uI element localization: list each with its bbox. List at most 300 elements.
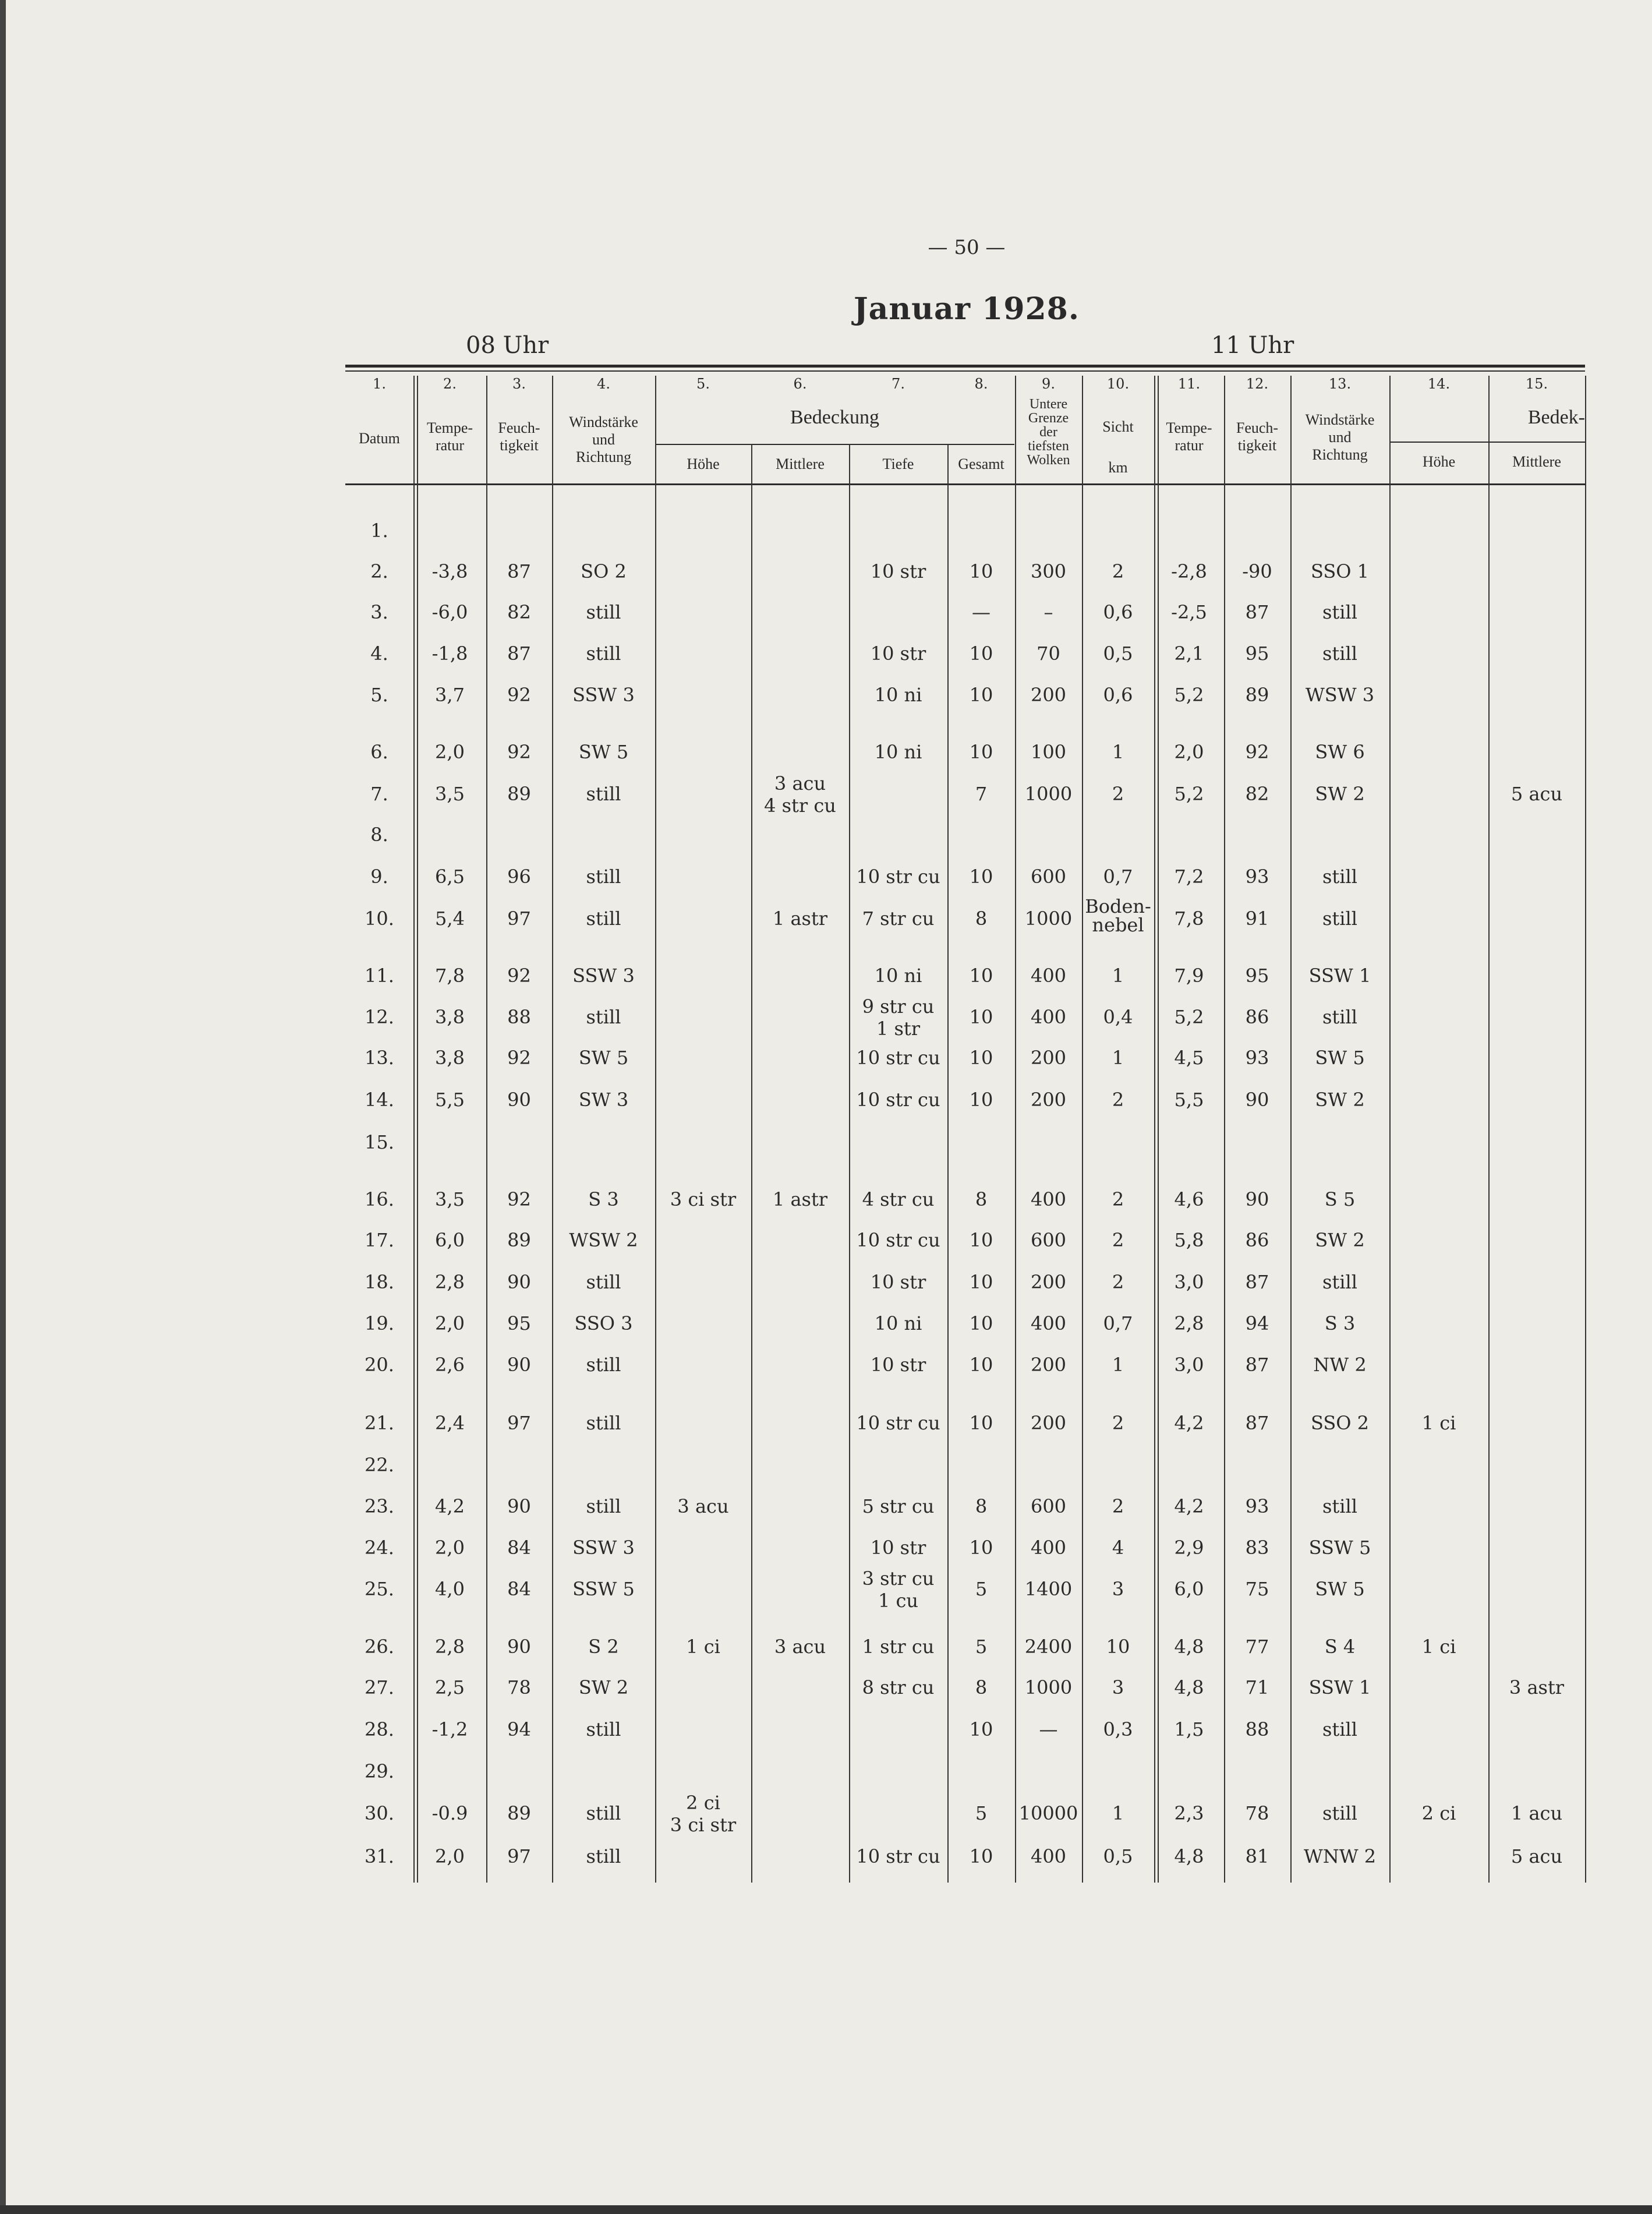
page-number: — 50 —	[928, 236, 1006, 259]
bedeckung-subrule	[655, 444, 1014, 445]
table-cell-ti-line: 1 cu	[878, 1590, 919, 1612]
table-cell-t-line: 3,7	[435, 684, 465, 706]
table-cell-w2-line: SSO 2	[1310, 1412, 1370, 1434]
table-cell-t-line: 2,0	[435, 1312, 465, 1334]
table-cell-u-line: 600	[1030, 866, 1067, 888]
column-number: 12.	[1246, 376, 1269, 392]
table-cell-w2-line: still	[1322, 908, 1357, 930]
column-number: 9.	[1042, 376, 1055, 392]
table-cell-u-line: 200	[1030, 1089, 1067, 1111]
table-cell-f	[486, 1006, 552, 1028]
table-cell-u	[1015, 1636, 1082, 1658]
table-cell-f2	[1224, 1495, 1290, 1517]
table-cell-w2	[1290, 866, 1389, 888]
table-cell-d-line: 26.	[365, 1636, 394, 1658]
table-cell-u-line: 70	[1037, 642, 1060, 665]
table-cell-t-line: 3,8	[435, 1006, 465, 1028]
table-cell-m-line: 1 astr	[772, 908, 828, 930]
table-cell-u	[1015, 642, 1082, 665]
table-cell-w	[552, 1312, 655, 1334]
table-cell-ti	[849, 965, 947, 987]
table-cell-w	[552, 866, 655, 888]
table-cell-d	[345, 1089, 413, 1111]
table-cell-w	[552, 1578, 655, 1600]
table-cell-u	[1015, 1047, 1082, 1069]
table-cell-f-line: 89	[507, 1802, 531, 1824]
header-hoehe-11	[1389, 453, 1488, 471]
table-cell-d	[345, 1802, 413, 1824]
table-cell-s	[1082, 642, 1154, 665]
table-cell-f2-line: 90	[1245, 1188, 1269, 1210]
table-cell-f2	[1224, 1802, 1290, 1824]
table-cell-t-line: 2,6	[435, 1354, 465, 1376]
table-cell-d	[345, 741, 413, 763]
table-cell-w2	[1290, 1188, 1389, 1210]
table-cell-ti	[849, 1047, 947, 1069]
table-cell-g-line: 10	[969, 560, 993, 582]
table-cell-f2	[1224, 1412, 1290, 1434]
table-cell-ti	[849, 1089, 947, 1111]
table-cell-f2-line: 75	[1245, 1578, 1269, 1600]
table-cell-d-line: 12.	[365, 1006, 394, 1028]
table-cell-u	[1015, 1354, 1082, 1376]
table-cell-s-line: 0,3	[1103, 1718, 1133, 1740]
table-cell-t	[413, 965, 486, 987]
header-temperatur-line: ratur	[435, 436, 465, 454]
table-cell-w	[552, 1047, 655, 1069]
table-cell-ti-line: 10 str	[870, 1354, 926, 1376]
table-cell-d-line: 24.	[365, 1537, 394, 1559]
table-cell-h-line: 3 ci str	[670, 1188, 737, 1210]
table-cell-m	[751, 908, 849, 930]
table-cell-u	[1015, 908, 1082, 930]
table-cell-h	[655, 1188, 751, 1210]
table-cell-u	[1015, 965, 1082, 987]
table-cell-ti	[849, 1636, 947, 1658]
table-cell-w	[552, 1537, 655, 1559]
table-cell-ti	[849, 1312, 947, 1334]
table-cell-s	[1082, 1412, 1154, 1434]
table-cell-w-line: SW 5	[578, 741, 629, 763]
table-cell-g-line: 10	[969, 1047, 993, 1069]
table-cell-w-line: SO 2	[581, 560, 627, 582]
table-cell-t2-line: 7,2	[1174, 866, 1204, 888]
table-cell-w	[552, 1354, 655, 1376]
table-cell-f2-line: 90	[1245, 1089, 1269, 1111]
table-cell-ti-line: 7 str cu	[862, 908, 935, 930]
table-cell-s-line: 0,5	[1103, 642, 1133, 665]
table-cell-g	[947, 1495, 1015, 1517]
header-gesamt	[947, 455, 1015, 473]
table-cell-ti-line: 10 str cu	[856, 1229, 940, 1251]
table-cell-t-line: 3,5	[435, 1188, 465, 1210]
table-cell-w2	[1290, 1089, 1389, 1111]
table-cell-g-line: 7	[975, 783, 988, 805]
table-cell-f	[486, 1312, 552, 1334]
header-wind-11-line: und	[1328, 428, 1352, 446]
header-mittlere	[751, 455, 849, 473]
table-cell-f2-line: 86	[1245, 1229, 1269, 1251]
table-cell-f2	[1224, 1718, 1290, 1740]
table-cell-g-line: 10	[969, 1537, 993, 1559]
column-divider	[1585, 376, 1586, 1883]
table-cell-f	[486, 908, 552, 930]
table-cell-d	[345, 1312, 413, 1334]
table-cell-u-line: –	[1043, 601, 1053, 623]
table-cell-d	[345, 866, 413, 888]
table-cell-ti	[849, 908, 947, 930]
table-cell-h2	[1389, 1412, 1488, 1434]
table-cell-s	[1082, 1188, 1154, 1210]
table-cell-d-line: 16.	[365, 1188, 394, 1210]
table-cell-d-line: 21.	[365, 1412, 394, 1434]
table-cell-f	[486, 783, 552, 805]
table-cell-s	[1082, 783, 1154, 805]
table-cell-g-line: 8	[975, 908, 988, 930]
table-cell-u	[1015, 1495, 1082, 1517]
table-cell-g-line: 10	[969, 1006, 993, 1028]
table-cell-m-line: 3 acu	[774, 1636, 826, 1658]
table-cell-u	[1015, 741, 1082, 763]
header-wind-11-line: Richtung	[1312, 446, 1368, 463]
table-cell-f2	[1224, 1676, 1290, 1699]
table-cell-d-line: 31.	[365, 1845, 394, 1867]
table-cell-w-line: S 2	[588, 1636, 619, 1658]
table-cell-f2	[1224, 1578, 1290, 1600]
table-cell-w	[552, 1229, 655, 1251]
table-cell-s	[1082, 1271, 1154, 1293]
table-cell-w2	[1290, 1578, 1389, 1600]
table-cell-s-line: 10	[1106, 1636, 1130, 1658]
table-cell-s-line: nebel	[1092, 914, 1144, 936]
table-cell-t2-line: 4,8	[1174, 1636, 1204, 1658]
table-cell-m-line: 1 astr	[772, 1188, 828, 1210]
table-cell-f	[486, 1636, 552, 1658]
header-hoehe-11-line: Höhe	[1422, 453, 1456, 470]
table-cell-w	[552, 1718, 655, 1740]
table-cell-ti-line: 1 str	[876, 1018, 921, 1040]
table-cell-t2	[1154, 1802, 1224, 1824]
table-cell-t2-line: 4,2	[1174, 1412, 1204, 1434]
table-cell-t	[413, 1495, 486, 1517]
table-cell-d-line: 13.	[365, 1047, 394, 1069]
table-cell-t-line: -1,2	[431, 1718, 468, 1740]
table-cell-f	[486, 1802, 552, 1824]
header-temperatur-11	[1154, 419, 1224, 454]
table-cell-s	[1082, 1089, 1154, 1111]
table-cell-w	[552, 1495, 655, 1517]
table-cell-w2	[1290, 1271, 1389, 1293]
table-cell-d-line: 20.	[365, 1354, 394, 1376]
table-cell-d-line: 3.	[370, 601, 388, 623]
table-cell-d	[345, 684, 413, 706]
table-cell-w2-line: S 4	[1324, 1636, 1356, 1658]
table-cell-ti	[849, 1271, 947, 1293]
table-cell-f	[486, 601, 552, 623]
table-cell-d	[345, 1412, 413, 1434]
table-cell-f-line: 89	[507, 783, 531, 805]
table-cell-m2-line: 5 acu	[1510, 1845, 1563, 1867]
column-number: 1.	[373, 376, 386, 392]
table-cell-f-line: 92	[507, 1047, 531, 1069]
table-cell-g	[947, 1089, 1015, 1111]
table-cell-w2-line: WNW 2	[1303, 1845, 1377, 1867]
table-cell-w	[552, 1271, 655, 1293]
table-cell-w2-line: SW 2	[1315, 1089, 1365, 1111]
header-wind	[552, 414, 655, 466]
table-cell-t	[413, 684, 486, 706]
header-feuchtigkeit-line: tigkeit	[500, 436, 539, 454]
table-cell-t-line: 5,4	[435, 908, 465, 930]
table-cell-ti-line: 10 str	[870, 1271, 926, 1293]
table-cell-u	[1015, 1006, 1082, 1028]
table-cell-m2-line: 3 astr	[1509, 1676, 1565, 1699]
table-cell-f2-line: 81	[1245, 1845, 1269, 1867]
table-cell-t2	[1154, 1537, 1224, 1559]
table-cell-w	[552, 1636, 655, 1658]
table-cell-f-line: 87	[507, 560, 531, 582]
table-cell-f2-line: 93	[1245, 1495, 1269, 1517]
table-cell-f2-line: 92	[1245, 741, 1269, 763]
table-cell-d	[345, 1495, 413, 1517]
header-tiefe-line: Tiefe	[882, 455, 914, 472]
column-divider	[1488, 376, 1490, 1883]
table-cell-g-line: 8	[975, 1676, 988, 1699]
table-cell-ti-line: 10 str cu	[856, 1089, 940, 1111]
table-cell-w	[552, 1412, 655, 1434]
table-cell-w-line: still	[586, 1495, 621, 1517]
table-cell-w2-line: SSW 1	[1308, 1676, 1371, 1699]
header-tiefe	[849, 455, 947, 473]
table-cell-u	[1015, 601, 1082, 623]
table-cell-f2-line: 88	[1245, 1718, 1269, 1740]
table-cell-f	[486, 1089, 552, 1111]
table-cell-u-line: 200	[1030, 1047, 1067, 1069]
table-cell-w2-line: still	[1322, 601, 1357, 623]
table-cell-f2	[1224, 1229, 1290, 1251]
table-cell-g-line: 10	[969, 1089, 993, 1111]
table-cell-f-line: 95	[507, 1312, 531, 1334]
table-cell-f2	[1224, 1006, 1290, 1028]
table-cell-s-line: 1	[1112, 1802, 1124, 1824]
table-cell-h	[655, 1636, 751, 1658]
table-cell-t	[413, 1271, 486, 1293]
table-cell-f2	[1224, 908, 1290, 930]
table-cell-ti-line: 10 ni	[874, 684, 922, 706]
table-cell-t2	[1154, 866, 1224, 888]
column-number: 5.	[696, 376, 710, 392]
table-cell-s-line: 0,5	[1103, 1845, 1133, 1867]
table-cell-ti	[849, 642, 947, 665]
table-cell-s	[1082, 1802, 1154, 1824]
table-cell-ti	[849, 741, 947, 763]
section-08-uhr: 08 Uhr	[466, 332, 549, 359]
header-datum	[345, 430, 413, 447]
table-cell-ti-line: 9 str cu	[862, 995, 935, 1018]
table-cell-h2-line: 1 ci	[1421, 1412, 1456, 1434]
table-cell-d	[345, 824, 413, 846]
table-cell-t2	[1154, 783, 1224, 805]
table-cell-s	[1082, 1229, 1154, 1251]
table-cell-t-line: 2,8	[435, 1271, 465, 1293]
table-cell-w	[552, 1188, 655, 1210]
table-cell-g-line: 10	[969, 1229, 993, 1251]
table-cell-ti-line: 5 str cu	[862, 1495, 935, 1517]
table-cell-w2-line: SW 6	[1315, 741, 1365, 763]
table-cell-ti-line: 10 ni	[874, 741, 922, 763]
table-cell-s-line: 2	[1112, 1271, 1124, 1293]
table-cell-ti	[849, 1845, 947, 1867]
table-cell-g	[947, 741, 1015, 763]
table-cell-w-line: WSW 2	[569, 1229, 638, 1251]
table-cell-f2	[1224, 1188, 1290, 1210]
table-cell-u	[1015, 1802, 1082, 1824]
table-cell-m2	[1488, 783, 1585, 805]
table-cell-w-line: SW 5	[578, 1047, 629, 1069]
table-cell-s	[1082, 684, 1154, 706]
header-hoehe-line: Höhe	[687, 455, 720, 472]
table-cell-g-line: 10	[969, 1845, 993, 1867]
table-cell-d	[345, 1047, 413, 1069]
table-cell-t2-line: 6,0	[1174, 1578, 1204, 1600]
header-km: km	[1108, 459, 1128, 476]
table-cell-w-line: SSW 5	[572, 1578, 635, 1600]
table-cell-u-line: 400	[1030, 1312, 1067, 1334]
table-cell-t2-line: 2,9	[1174, 1537, 1204, 1559]
table-cell-t	[413, 908, 486, 930]
table-cell-t2-line: 5,2	[1174, 1006, 1204, 1028]
table-cell-f2-line: 87	[1245, 1412, 1269, 1434]
table-cell-t	[413, 1537, 486, 1559]
table-cell-s	[1082, 1047, 1154, 1069]
table-cell-f-line: 92	[507, 684, 531, 706]
table-cell-t2	[1154, 1188, 1224, 1210]
table-cell-s-line: 0,7	[1103, 866, 1133, 888]
table-cell-ti	[849, 1537, 947, 1559]
table-cell-ti	[849, 1567, 947, 1612]
table-cell-t	[413, 560, 486, 582]
table-cell-s	[1082, 1354, 1154, 1376]
table-cell-f2	[1224, 560, 1290, 582]
table-cell-f-line: 90	[507, 1089, 531, 1111]
table-cell-g	[947, 642, 1015, 665]
table-cell-w2	[1290, 1495, 1389, 1517]
table-cell-w2	[1290, 1676, 1389, 1699]
table-cell-g	[947, 684, 1015, 706]
table-cell-h-line: 2 ci	[686, 1792, 720, 1814]
table-cell-f-line: 78	[507, 1676, 531, 1699]
table-cell-t-line: 2,5	[435, 1676, 465, 1699]
table-cell-s	[1082, 560, 1154, 582]
table-cell-m2	[1488, 1802, 1585, 1824]
table-cell-f	[486, 1537, 552, 1559]
table-cell-u-line: 300	[1030, 560, 1067, 582]
table-cell-u	[1015, 684, 1082, 706]
header-temperatur-line: Tempe-	[426, 419, 473, 436]
table-cell-t2	[1154, 1578, 1224, 1600]
table-cell-w2-line: still	[1322, 1495, 1357, 1517]
table-cell-w-line: still	[586, 1802, 621, 1824]
table-cell-u-line: —	[1039, 1718, 1058, 1740]
table-cell-d-line: 17.	[365, 1229, 394, 1251]
table-cell-m-line: 4 str cu	[764, 795, 836, 817]
table-cell-t2-line: 3,0	[1174, 1354, 1204, 1376]
table-cell-d-line: 9.	[370, 866, 388, 888]
table-cell-t	[413, 642, 486, 665]
table-cell-m-line: 3 acu	[774, 772, 826, 795]
table-cell-s-line: 4	[1112, 1537, 1124, 1559]
table-cell-w-line: still	[586, 642, 621, 665]
column-number: 14.	[1427, 376, 1451, 392]
table-cell-g-line: 10	[969, 965, 993, 987]
table-cell-f-line: 92	[507, 741, 531, 763]
table-cell-w-line: SSW 3	[572, 965, 635, 987]
table-cell-u-line: 1000	[1024, 783, 1073, 805]
table-cell-w-line: still	[586, 1354, 621, 1376]
table-cell-w2	[1290, 1354, 1389, 1376]
table-cell-u-line: 200	[1030, 1354, 1067, 1376]
table-cell-t	[413, 1412, 486, 1434]
table-cell-t	[413, 1006, 486, 1028]
table-cell-w2	[1290, 601, 1389, 623]
table-cell-u	[1015, 1845, 1082, 1867]
table-cell-d	[345, 1676, 413, 1699]
table-cell-s-line: 0,6	[1103, 601, 1133, 623]
header-bedeckung: Bedeckung	[790, 407, 879, 428]
table-cell-f2-line: 93	[1245, 866, 1269, 888]
table-cell-w2	[1290, 684, 1389, 706]
table-cell-w2-line: SW 2	[1315, 783, 1365, 805]
table-cell-t2-line: 4,2	[1174, 1495, 1204, 1517]
table-cell-f2-line: 95	[1245, 965, 1269, 987]
table-cell-g	[947, 1537, 1015, 1559]
table-cell-w2	[1290, 1802, 1389, 1824]
header-untere-grenze-line: Untere	[1029, 397, 1068, 412]
table-cell-d-line: 10.	[365, 908, 394, 930]
table-cell-w2-line: SW 5	[1315, 1047, 1365, 1069]
table-cell-w2-line: SSW 1	[1308, 965, 1371, 987]
table-cell-d-line: 27.	[365, 1676, 394, 1699]
table-cell-w2-line: still	[1322, 866, 1357, 888]
table-cell-ti	[849, 866, 947, 888]
table-cell-w2	[1290, 1412, 1389, 1434]
header-untere-grenze-line: der	[1039, 425, 1057, 440]
table-cell-f2-line: -90	[1242, 560, 1272, 582]
table-cell-t-line: -6,0	[431, 601, 468, 623]
table-cell-f	[486, 1676, 552, 1699]
table-cell-d	[345, 560, 413, 582]
table-cell-g-line: 5	[975, 1802, 988, 1824]
table-cell-d	[345, 1578, 413, 1600]
table-cell-g	[947, 1354, 1015, 1376]
table-cell-m	[751, 1636, 849, 1658]
table-cell-t	[413, 866, 486, 888]
table-cell-t2-line: 2,8	[1174, 1312, 1204, 1334]
table-cell-t2-line: 4,8	[1174, 1676, 1204, 1699]
table-cell-d-line: 29.	[365, 1760, 394, 1782]
table-cell-s	[1082, 1578, 1154, 1600]
table-cell-t2-line: -2,8	[1171, 560, 1207, 582]
table-cell-ti	[849, 560, 947, 582]
table-cell-d-line: 22.	[365, 1454, 394, 1476]
table-cell-f2-line: 86	[1245, 1006, 1269, 1028]
table-cell-w2-line: S 5	[1324, 1188, 1356, 1210]
table-cell-f2	[1224, 642, 1290, 665]
table-cell-f	[486, 1047, 552, 1069]
table-cell-s-line: 0,6	[1103, 684, 1133, 706]
table-cell-t2-line: 7,8	[1174, 908, 1204, 930]
table-cell-f	[486, 1412, 552, 1434]
